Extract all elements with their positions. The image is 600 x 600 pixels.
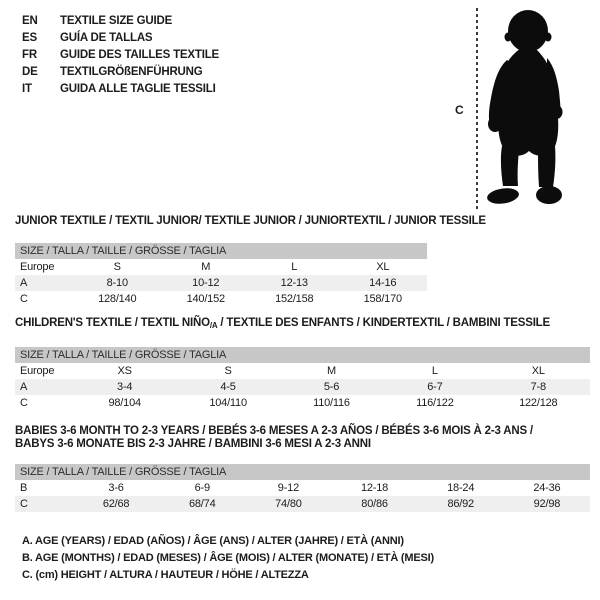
- toddler-silhouette-icon: [485, 6, 595, 211]
- size-value: 62/68: [73, 496, 159, 512]
- column-header: XL: [531, 365, 545, 377]
- column-header: Europe: [20, 365, 55, 377]
- babies-title-line1: BABIES 3-6 MONTH TO 2-3 YEARS / BEBÉS 3-6 MESES A 2-3 AÑOS / BÉBÉS 3-6 MOIS À 2-3 ANS /: [15, 425, 533, 437]
- table-row-columns: [15, 259, 427, 275]
- column-header: L: [431, 365, 438, 377]
- language-label: GUIDA ALLE TAGLIE TESSILI: [60, 83, 216, 95]
- table-row-a: [15, 379, 590, 395]
- height-dotted-line: [476, 8, 478, 211]
- table-row-a: [15, 275, 427, 291]
- size-value: 98/104: [108, 397, 141, 409]
- size-value: 152/158: [275, 293, 314, 305]
- size-value: 7-8: [487, 379, 590, 395]
- column-header: XL: [376, 261, 390, 273]
- table-row-columns: [15, 363, 590, 379]
- language-label: GUIDE DES TAILLES TEXTILE: [60, 49, 219, 61]
- babies-size-table: [15, 464, 590, 512]
- row-label: A: [15, 275, 73, 291]
- size-value: 116/122: [416, 397, 454, 409]
- size-value: 3-4: [73, 379, 176, 395]
- size-value: 110/116: [313, 397, 350, 409]
- size-value: 12-13: [250, 275, 339, 291]
- column-header: M: [201, 261, 211, 273]
- size-value: 5-6: [280, 379, 383, 395]
- language-code: EN: [22, 15, 38, 27]
- junior-textile-section: [15, 215, 486, 307]
- size-value: 86/92: [418, 496, 504, 512]
- row-label: A: [15, 379, 73, 395]
- column-header: XS: [117, 365, 132, 377]
- footnote-legend: [22, 533, 434, 584]
- children-title-sub: /A: [209, 321, 218, 330]
- row-label: C: [20, 293, 28, 305]
- size-value: 24-36: [533, 482, 561, 494]
- row-label: C: [20, 397, 28, 409]
- children-table-title: [15, 317, 590, 332]
- table-row-c: [15, 291, 427, 307]
- size-value: 9-12: [277, 482, 299, 494]
- row-label: C: [15, 496, 73, 512]
- junior-table-title: JUNIOR TEXTILE / TEXTIL JUNIOR/ TEXTILE JUNIOR / JUNIORTEXTIL / JUNIOR TESSILE: [15, 215, 486, 227]
- children-textile-section: [15, 317, 590, 411]
- size-value: 12-18: [360, 482, 389, 494]
- size-value: 122/128: [519, 397, 558, 409]
- language-code: IT: [22, 83, 32, 95]
- babies-table-title: [15, 425, 590, 451]
- table-row-c: [15, 395, 590, 411]
- column-header: L: [291, 261, 298, 273]
- row-label: B: [20, 482, 28, 494]
- children-title-post: / TEXTILE DES ENFANTS / KINDERTEXTIL / BAMBINI TESSILE: [217, 317, 550, 329]
- language-code: ES: [22, 32, 37, 44]
- size-value: 74/80: [245, 496, 331, 512]
- language-row-it: [22, 81, 219, 98]
- language-label: GUÍA DE TALLAS: [60, 32, 153, 44]
- language-list: [22, 13, 219, 98]
- size-value: 8-10: [73, 275, 162, 291]
- size-value: 4-5: [176, 379, 279, 395]
- size-value: 6-7: [383, 379, 486, 395]
- size-header-bar: SIZE / TALLA / TAILLE / GRÖSSE / TAGLIA: [15, 243, 427, 259]
- babies-textile-section: [15, 425, 590, 512]
- column-header: S: [224, 365, 232, 377]
- table-row-b: [15, 480, 590, 496]
- size-value: 92/98: [504, 496, 590, 512]
- size-value: 6-9: [194, 482, 210, 494]
- language-code: FR: [22, 49, 37, 61]
- size-header-bar: SIZE / TALLA / TAILLE / GRÖSSE / TAGLIA: [15, 347, 590, 363]
- language-code: DE: [22, 66, 38, 78]
- language-label: TEXTILGRÖßENFÜHRUNG: [60, 66, 203, 78]
- size-header-bar: SIZE / TALLA / TAILLE / GRÖSSE / TAGLIA: [15, 464, 590, 480]
- height-label-c: C: [455, 103, 464, 117]
- size-value: 14-16: [339, 275, 428, 291]
- language-row-es: [22, 30, 219, 47]
- children-title-pre: CHILDREN'S TEXTILE / TEXTIL NIÑO: [15, 317, 210, 329]
- table-row-c: [15, 496, 590, 512]
- size-value: 158/170: [363, 293, 402, 305]
- size-value: 3-6: [108, 482, 124, 494]
- column-header: M: [326, 365, 336, 377]
- size-value: 68/74: [159, 496, 245, 512]
- language-label: TEXTILE SIZE GUIDE: [60, 15, 173, 27]
- size-value: 18-24: [447, 482, 475, 494]
- language-row-en: [22, 13, 219, 30]
- babies-title-line2: BABYS 3-6 MONATE BIS 2-3 JAHRE / BAMBINI 3-6 MESI A 2-3 ANNI: [15, 438, 371, 450]
- footnote-a: A. AGE (YEARS) / EDAD (AÑOS) / ÂGE (ANS) / ALTER (JAHRE) / ETÀ (ANNI): [22, 535, 404, 547]
- size-value: 80/86: [331, 496, 417, 512]
- column-header: S: [113, 261, 121, 273]
- size-value: 10-12: [162, 275, 251, 291]
- language-row-fr: [22, 47, 219, 64]
- size-value: 128/140: [98, 293, 137, 305]
- footnote-b: B. AGE (MONTHS) / EDAD (MESES) / ÂGE (MOIS) / ALTER (MONATE) / ETÀ (MESI): [22, 552, 434, 564]
- junior-size-table: [15, 243, 427, 307]
- column-header: Europe: [20, 261, 55, 273]
- size-value: 104/110: [209, 397, 247, 409]
- footnote-c: C. (cm) HEIGHT / ALTURA / HAUTEUR / HÖHE / ALTEZZA: [22, 569, 309, 581]
- size-value: 140/152: [186, 293, 225, 305]
- children-size-table: [15, 347, 590, 411]
- language-row-de: [22, 64, 219, 81]
